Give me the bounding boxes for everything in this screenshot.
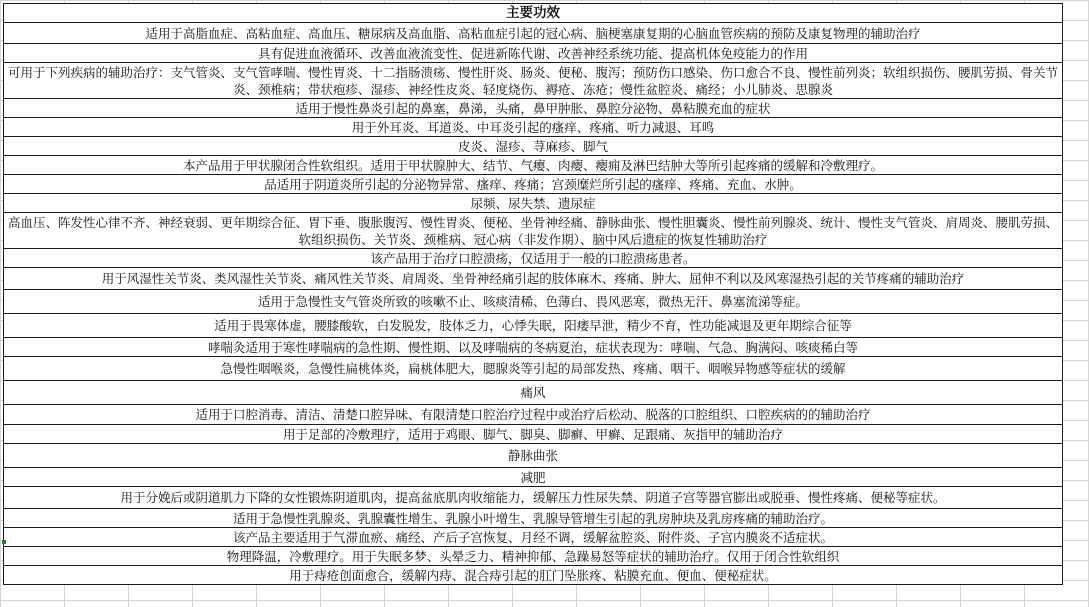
table-row: [4, 405, 1063, 425]
efficacy-table: [3, 3, 1063, 585]
table-cell[interactable]: 适用于口腔消毒、清洁、清楚口腔异味、有限清楚口腔治疗过程中或治疗后松动、脱落的口腔组织、口腔疾病的的辅助治疗: [4, 405, 1063, 425]
table-cell[interactable]: 用于外耳炎、耳道炎、中耳炎引起的瘙痒、疼痛、听力减退、耳鸣: [4, 118, 1063, 137]
table-cell[interactable]: 急慢性咽喉炎，急慢性扁桃体炎，扁桃体肥大，腮腺炎等引起的局部发热、疼痛、咽干、咽喉异物感等症状的缓解: [4, 357, 1063, 381]
table-row: [4, 528, 1063, 547]
table-cell[interactable]: 适用于慢性鼻炎引起的鼻塞，鼻涕，头痛，鼻甲肿胀、鼻腔分泌物、鼻粘膜充血的症状: [4, 99, 1063, 118]
table-row: [4, 44, 1063, 63]
table-row: [4, 23, 1063, 44]
table-row: [4, 175, 1063, 194]
table-row: [4, 381, 1063, 405]
table-row: [4, 314, 1063, 338]
table-cell[interactable]: 哮喘灸适用于寒性哮喘病的急性期、慢性期、以及哮喘病的冬病夏治，症状表现为：哮喘、气急、胸满闷、咳痰稀白等: [4, 338, 1063, 357]
table-cell[interactable]: 用于分娩后或阴道肌力下降的女性锻炼阴道肌肉，提高盆底肌肉收缩能力，缓解压力性尿失禁、阴道子宫等器官膨出或脱垂、慢性疼痛、便秘等症状。: [4, 487, 1063, 509]
empty-column-area[interactable]: [1063, 3, 1089, 583]
table-row: [4, 194, 1063, 213]
table-row: [4, 118, 1063, 137]
table-cell[interactable]: 物理降温，冷敷理疗。用于失眠多梦、头晕乏力、精神抑郁、急躁易怒等症状的辅助治疗。仅用于闭合性软组织: [4, 547, 1063, 566]
table-row: [4, 444, 1063, 468]
table-cell[interactable]: 痛风: [4, 381, 1063, 405]
table-cell[interactable]: 用于痔疮创面愈合，缓解内痔、混合痔引起的肛门坠胀疼、粘膜充血、便血、便秘症状。: [4, 566, 1063, 585]
table-cell[interactable]: 尿频、尿失禁、遗尿症: [4, 194, 1063, 213]
table-cell[interactable]: 品适用于阴道炎所引起的分泌物异常、瘙痒、疼痛；宫颈糜烂所引起的瘙痒、疼痛、充血、水肿。: [4, 175, 1063, 194]
table-row: [4, 566, 1063, 585]
header-row: [4, 4, 1063, 23]
table-cell[interactable]: 适用于急慢性支气管炎所致的咳嗽不止、咳痰清稀、色薄白、畏风恶寒，微热无汗、鼻塞流涕等症。: [4, 290, 1063, 314]
table-cell[interactable]: 本产品用于甲状腺闭合性软组织。适用于甲状腺肿大、结节、气瘿、肉瘿、瘿痈及淋巴结肿大等所引起疼痛的缓解和冷敷理疗。: [4, 156, 1063, 175]
table-row: [4, 268, 1063, 290]
table-row: [4, 137, 1063, 156]
table-cell[interactable]: 皮炎、湿疹、荨麻疹、脚气: [4, 137, 1063, 156]
table-row: [4, 156, 1063, 175]
header-cell[interactable]: 主要功效: [4, 4, 1063, 23]
table-row: [4, 547, 1063, 566]
table-cell[interactable]: 高血压、阵发性心律不齐、神经衰弱、更年期综合征、胃下垂、腹胀腹泻、慢性胃炎、便秘、坐骨神经痛、静脉曲张、慢性胆囊炎、慢性前列腺炎、统计、慢性支气管炎、肩周炎、腰肌劳损、软组织损伤、关节炎、颈椎病、冠心病（非发作期）、脑中风后遗症的恢复性辅助治疗: [4, 213, 1063, 249]
table-row: [4, 63, 1063, 99]
table-row: [4, 509, 1063, 528]
table-row: [4, 357, 1063, 381]
table-cell[interactable]: 具有促进血液循环、改善血液流变性、促进新陈代谢、改善神经系统功能、提高机体免疫能力的作用: [4, 44, 1063, 63]
table-row: [4, 99, 1063, 118]
table-cell[interactable]: 该产品主要适用于气滞血瘀、痛经、产后子宫恢复、月经不调，缓解盆腔炎、附件炎、子宫内膜炎不适症状。: [4, 528, 1063, 547]
table-row: [4, 487, 1063, 509]
table-cell[interactable]: 用于风湿性关节炎、类风湿性关节炎、痛风性关节炎、肩周炎、坐骨神经痛引起的肢体麻木、疼痛、肿大、屈伸不利以及风寒湿热引起的关节疼痛的辅助治疗: [4, 268, 1063, 290]
table-cell[interactable]: 适用于高脂血症、高粘血症、高血压、糖尿病及高血脂、高粘血症引起的冠心病、脑梗塞康复期的心脑血管疾病的预防及康复物理的辅助治疗: [4, 23, 1063, 44]
table-row: [4, 425, 1063, 444]
table-row: [4, 213, 1063, 249]
table-cell[interactable]: 用于足部的冷敷理疗，适用于鸡眼、脚气、脚臭、脚癣、甲癣、足跟痛、灰指甲的辅助治疗: [4, 425, 1063, 444]
table-row: [4, 249, 1063, 268]
table-cell[interactable]: 可用于下列疾病的辅助治疗：支气管炎、支气管哮喘、慢性胃炎、十二指肠溃疡、慢性肝炎、肠炎、便秘、腹泻；预防伤口感染、伤口愈合不良、慢性前列炎；软组织损伤、腰肌劳损、骨关节炎、颈椎病；带状疱疹、湿疹、神经性皮炎、轻度烧伤、褥疮、冻疮；慢性盆腔炎、痛经；小儿肺炎、思腺炎: [4, 63, 1063, 99]
table-cell[interactable]: 减肥: [4, 468, 1063, 487]
table-cell[interactable]: 适用于畏寒体虚，腰膝酸软，白发脱发，肢体乏力，心悸失眠，阳痿早泄，精少不育，性功能减退及更年期综合征等: [4, 314, 1063, 338]
table-cell[interactable]: 适用于急慢性乳腺炎、乳腺囊性增生、乳腺小叶增生、乳腺导管增生引起的乳房肿块及乳房疼痛的辅助治疗。: [4, 509, 1063, 528]
fill-handle-marker[interactable]: [2, 540, 6, 544]
table-row: [4, 290, 1063, 314]
table-cell[interactable]: 该产品用于治疗口腔溃疡，仅适用于一般的口腔溃疡患者。: [4, 249, 1063, 268]
table-row: [4, 468, 1063, 487]
table-cell[interactable]: 静脉曲张: [4, 444, 1063, 468]
table-row: [4, 338, 1063, 357]
